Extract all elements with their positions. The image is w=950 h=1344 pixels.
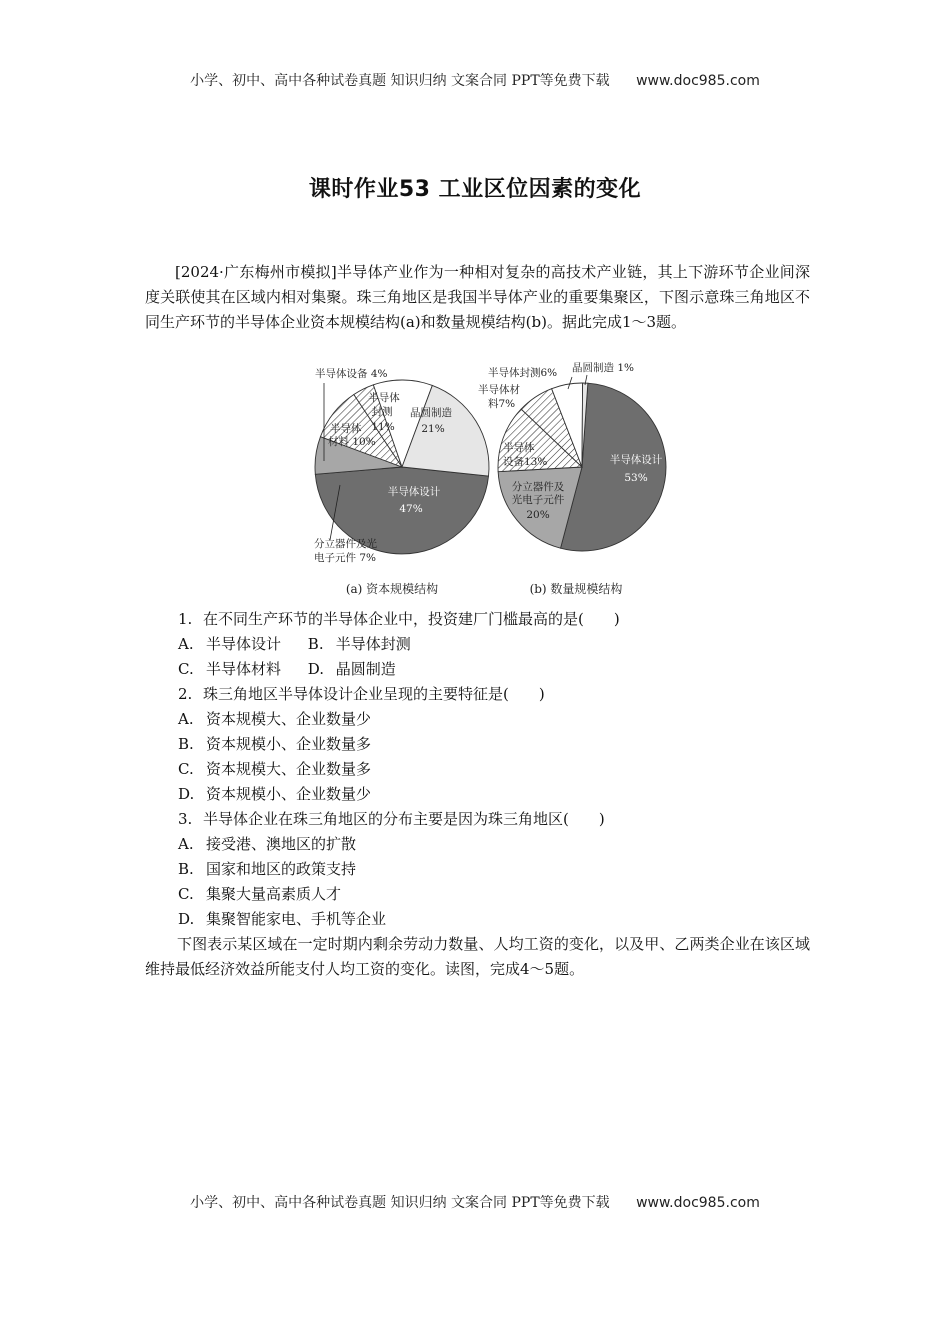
question-text: 在不同生产环节的半导体企业中，投资建厂门槛最高的是( ) <box>203 610 620 628</box>
option-3b[interactable] <box>178 857 818 882</box>
label-a-material-2: 材料 10% <box>328 436 376 448</box>
label-a-discrete-1: 分立器件及光 <box>314 538 377 550</box>
pie-chart-a <box>315 380 489 554</box>
question-3-stem <box>178 807 818 832</box>
option-1b[interactable] <box>308 632 411 657</box>
label-b-material-1: 半导体材 <box>478 384 520 396</box>
option-letter: A. <box>178 635 194 653</box>
footer-site[interactable]: www.doc985.com <box>636 1195 760 1211</box>
option-text: 资本规模小、企业数量少 <box>206 785 372 803</box>
option-text: 半导体材料 <box>206 660 282 678</box>
label-a-material-1: 半导体 <box>330 423 362 435</box>
caption-b: (b) 数量规模结构 <box>529 582 623 596</box>
header-text: 小学、初中、高中各种试卷真题 知识归纳 文案合同 PPT等免费下载 <box>190 73 610 89</box>
option-1c[interactable] <box>178 657 281 682</box>
label-a-package-1: 半导体 <box>368 392 400 404</box>
option-2c[interactable] <box>178 757 818 782</box>
label-a-package-3: 11% <box>371 421 395 433</box>
label-b-equipment-2: 设备13% <box>503 456 548 468</box>
label-a-discrete-2: 电子元件 7% <box>314 552 376 564</box>
option-text: 国家和地区的政策支持 <box>206 860 357 878</box>
option-letter: C. <box>178 760 194 778</box>
option-text: 半导体设计 <box>206 635 282 653</box>
page-footer <box>0 1192 950 1212</box>
page-title: 课时作业53 工业区位因素的变化 <box>308 177 642 202</box>
label-b-discrete-2: 光电子元件 <box>511 494 565 506</box>
option-3c[interactable] <box>178 882 818 907</box>
option-letter: A. <box>178 710 194 728</box>
label-a-wafer-1: 晶圆制造 <box>410 407 452 419</box>
option-2a[interactable] <box>178 707 818 732</box>
option-2b[interactable] <box>178 732 818 757</box>
label-b-equipment-1: 半导体 <box>503 442 535 454</box>
header-site[interactable]: www.doc985.com <box>636 73 760 89</box>
option-1d[interactable] <box>308 657 396 682</box>
option-text: 集聚大量高素质人才 <box>206 885 342 903</box>
option-letter: C. <box>178 885 194 903</box>
option-text: 资本规模小、企业数量多 <box>206 735 372 753</box>
option-text: 晶圆制造 <box>335 660 396 678</box>
label-b-design-1: 半导体设计 <box>609 454 663 466</box>
label-b-wafer: 晶圆制造 1% <box>572 362 634 374</box>
label-b-material-2: 料7% <box>488 398 516 410</box>
footer-text: 小学、初中、高中各种试卷真题 知识归纳 文案合同 PPT等免费下载 <box>190 1195 610 1211</box>
pie-charts <box>300 355 700 603</box>
option-text: 集聚智能家电、手机等企业 <box>206 910 387 928</box>
option-2d[interactable] <box>178 782 818 807</box>
label-a-wafer-2: 21% <box>421 423 445 435</box>
option-letter: D. <box>178 910 195 928</box>
option-text: 资本规模大、企业数量少 <box>206 710 372 728</box>
label-a-design-2: 47% <box>399 503 423 515</box>
question-list <box>178 607 818 932</box>
question-2-stem <box>178 682 818 707</box>
label-b-package: 半导体封测6% <box>488 367 558 379</box>
label-a-package-2: 封测 <box>371 406 393 418</box>
option-letter: A. <box>178 835 194 853</box>
option-text: 接受港、澳地区的扩散 <box>206 835 357 853</box>
intro-paragraph: [2024·广东梅州市模拟]半导体产业作为一种相对复杂的高技术产业链，其上下游环节企业间深度关联使其在区域内相对集聚。珠三角地区是我国半导体产业的重要集聚区，下图示意珠三角地区不同生产环节的半导体企业资本规模结构(a)和数量规模结构(b)。据此完成1～3题。 <box>145 263 810 331</box>
option-letter: B. <box>307 635 324 653</box>
question-number: 2. <box>178 685 193 703</box>
question-text: 珠三角地区半导体设计企业呈现的主要特征是( ) <box>203 685 545 703</box>
question-text: 半导体企业在珠三角地区的分布主要是因为珠三角地区( ) <box>203 810 605 828</box>
option-3d[interactable] <box>178 907 818 932</box>
option-letter: D. <box>307 660 325 678</box>
option-text: 半导体封测 <box>335 635 411 653</box>
label-a-design-1: 半导体设计 <box>387 486 441 498</box>
option-letter: B. <box>178 860 194 878</box>
option-text: 资本规模大、企业数量多 <box>206 760 372 778</box>
question-number: 3. <box>178 810 193 828</box>
page-header <box>0 70 950 90</box>
paragraph-4-5: 下图表示某区域在一定时期内剩余劳动力数量、人均工资的变化，以及甲、乙两类企业在该区域维持最低经济效益所能支付人均工资的变化。读图，完成4～5题。 <box>145 935 810 978</box>
question-number: 1. <box>178 610 193 628</box>
option-3a[interactable] <box>178 832 818 857</box>
option-letter: B. <box>178 735 194 753</box>
question-1-stem <box>178 607 818 632</box>
option-letter: D. <box>178 785 195 803</box>
pie-charts-svg <box>300 355 700 603</box>
label-b-discrete-1: 分立器件及 <box>511 481 565 493</box>
label-b-design-2: 53% <box>624 472 648 484</box>
label-a-equipment: 半导体设备 4% <box>315 368 388 380</box>
option-letter: C. <box>178 660 194 678</box>
option-1a[interactable] <box>178 632 281 657</box>
caption-a: (a) 资本规模结构 <box>345 582 439 596</box>
question-1-options-row-1 <box>178 632 818 657</box>
label-b-discrete-3: 20% <box>526 509 550 521</box>
question-1-options-row-2 <box>178 657 818 682</box>
